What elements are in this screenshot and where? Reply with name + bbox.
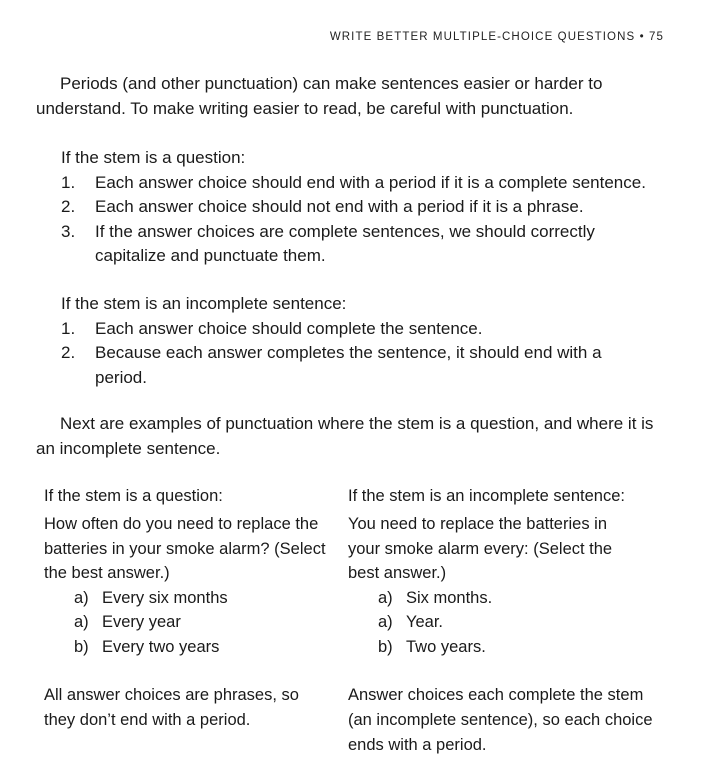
incomplete-rules-list bbox=[61, 317, 681, 391]
incomplete-rules-intro: If the stem is an incomplete sentence: bbox=[61, 294, 347, 313]
left-example-note-block bbox=[44, 683, 319, 733]
examples-paragraph bbox=[36, 412, 676, 461]
intro-paragraph-text: Periods (and other punctuation) can make sentences easier or harder to understand. To make writing easier to read, be careful with punctuation. bbox=[36, 74, 603, 118]
list-item: a) Six months. bbox=[378, 588, 493, 607]
right-example-stem: You need to replace the batteries in your smoke alarm every: (Select the best answer.) bbox=[348, 515, 613, 582]
left-example-choices bbox=[44, 586, 329, 660]
list-item: 2. Because each answer completes the sentence, it should end with a period. bbox=[61, 343, 602, 387]
list-item: a) Every year bbox=[74, 613, 181, 631]
question-rules-list bbox=[61, 171, 681, 269]
list-item: 3. If the answer choices are complete sentences, we should correctly capitalize and punctuate them. bbox=[61, 221, 595, 265]
intro-paragraph bbox=[36, 72, 676, 121]
list-item: 1. Each answer choice should complete the sentence. bbox=[61, 318, 483, 338]
question-rules bbox=[61, 146, 681, 269]
list-item: a) Every six months bbox=[74, 588, 228, 607]
right-example-choices bbox=[348, 586, 648, 660]
list-item: b) Every two years bbox=[74, 637, 220, 656]
left-example-heading: If the stem is a question: bbox=[44, 487, 223, 505]
question-rules-intro: If the stem is a question: bbox=[61, 148, 246, 167]
running-header: WRITE BETTER MULTIPLE-CHOICE QUESTIONS • 75 bbox=[329, 31, 664, 43]
examples-paragraph-text: Next are examples of punctuation where the stem is a question, and where it is an incomplete sentence. bbox=[36, 414, 654, 458]
list-item: b) Two years. bbox=[378, 637, 486, 656]
left-example-stem: How often do you need to replace the batteries in your smoke alarm? (Select the best answer.) bbox=[44, 515, 326, 582]
list-item: 2. Each answer choice should not end with a period if it is a phrase. bbox=[61, 197, 584, 216]
left-example bbox=[44, 484, 329, 659]
list-item: a) Year. bbox=[378, 613, 444, 631]
right-example-heading: If the stem is an incomplete sentence: bbox=[348, 487, 625, 505]
right-example bbox=[348, 484, 648, 659]
right-example-note: Answer choices each complete the stem (an incomplete sentence), so each choice ends with a period. bbox=[348, 686, 653, 754]
left-example-note: All answer choices are phrases, so they don’t end with a period. bbox=[44, 686, 299, 729]
incomplete-rules bbox=[61, 292, 681, 390]
list-item: 1. Each answer choice should end with a period if it is a complete sentence. bbox=[61, 172, 646, 192]
right-example-note-block bbox=[348, 683, 658, 758]
